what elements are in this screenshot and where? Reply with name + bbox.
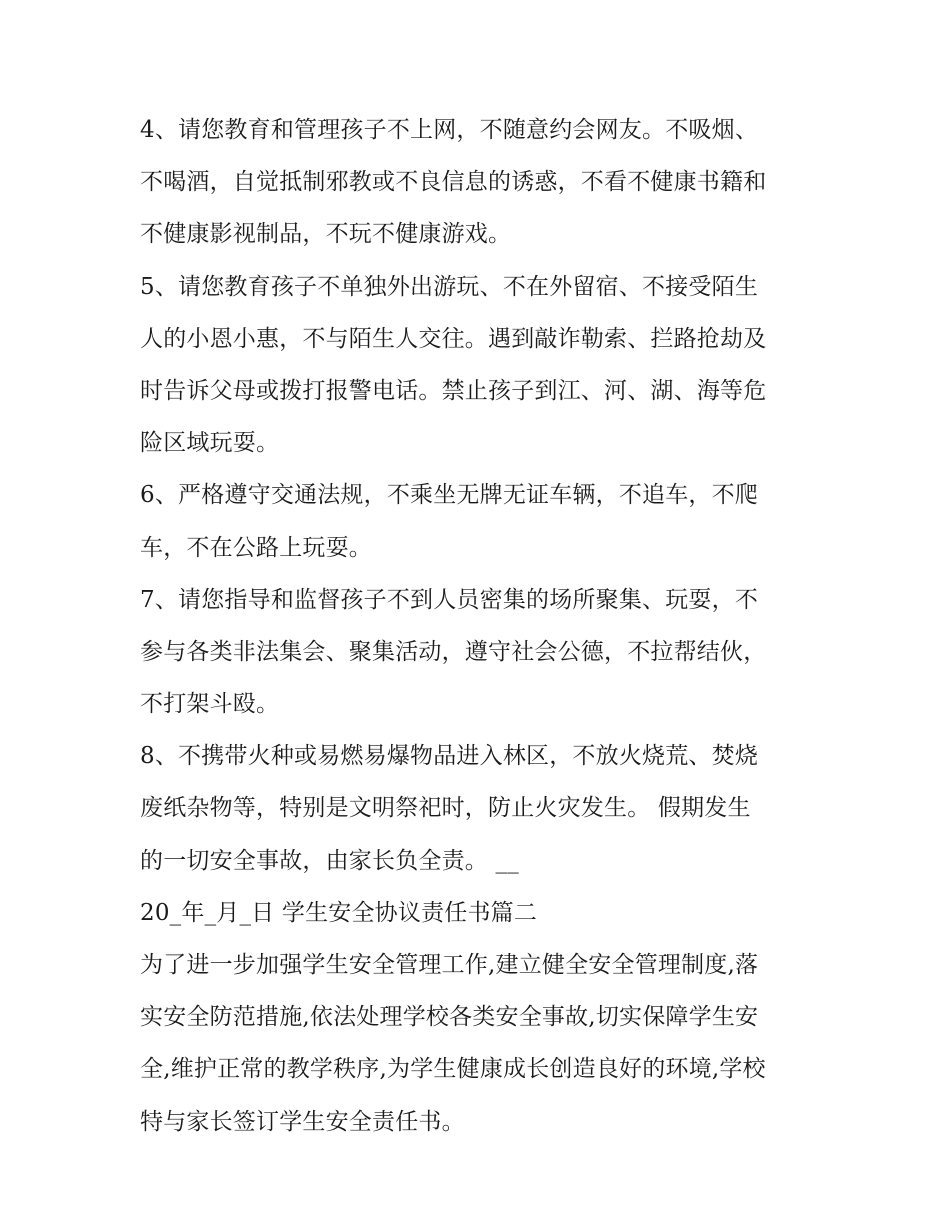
- text-line: 为了进一步加强学生安全管理工作,建立健全安全管理制度,落: [140, 952, 759, 978]
- text-line: 不健康影视制品，不玩不健康游戏。: [140, 221, 512, 248]
- text-line: 参与各类非法集会、聚集活动，遵守社会公德，不拉帮结伙，: [140, 638, 767, 665]
- section-heading: 20_年_月_日 学生安全协议责任书篇二: [140, 899, 538, 926]
- text-line: 8、不携带火种或易燃易爆物品进入林区，不放火烧荒、焚烧: [140, 743, 759, 770]
- text-line: 时告诉父母或拨打报警电话。禁止孩子到江、河、湖、海等危: [140, 377, 767, 404]
- text-line: 特与家长签订学生安全责任书。: [140, 1108, 465, 1135]
- text-line: 不打架斗殴。: [140, 691, 280, 718]
- text-line: 人的小恩小惠，不与陌生人交往。遇到敲诈勒索、拦路抢劫及: [140, 325, 767, 352]
- text-line: 车，不在公路上玩耍。: [140, 534, 372, 561]
- text-line: 不喝酒，自觉抵制邪教或不良信息的诱惑，不看不健康书籍和: [140, 169, 767, 196]
- text-line: 全,维护正常的教学秩序,为学生健康成长创造良好的环境,学校: [140, 1056, 766, 1083]
- document-body: [140, 104, 815, 1148]
- text-line: 险区域玩耍。: [140, 430, 280, 457]
- text-line: 4、请您教育和管理孩子不上网，不随意约会网友。不吸烟、: [140, 117, 759, 143]
- text-line: 实安全防范措施,依法处理学校各类安全事故,切实保障学生安: [140, 1004, 759, 1031]
- text-line: 5、请您教育孩子不单独外出游玩、不在外留宿、不接受陌生: [140, 273, 759, 300]
- text-line: 的一切安全事故，由家长负全责。 __: [140, 847, 519, 874]
- text-line: 7、请您指导和监督孩子不到人员密集的场所聚集、玩耍，不: [140, 586, 759, 613]
- text-line: 废纸杂物等，特别是文明祭祀时，防止火灾发生。 假期发生: [140, 795, 751, 822]
- text-line: 6、严格遵守交通法规，不乘坐无牌无证车辆，不追车，不爬: [140, 482, 759, 509]
